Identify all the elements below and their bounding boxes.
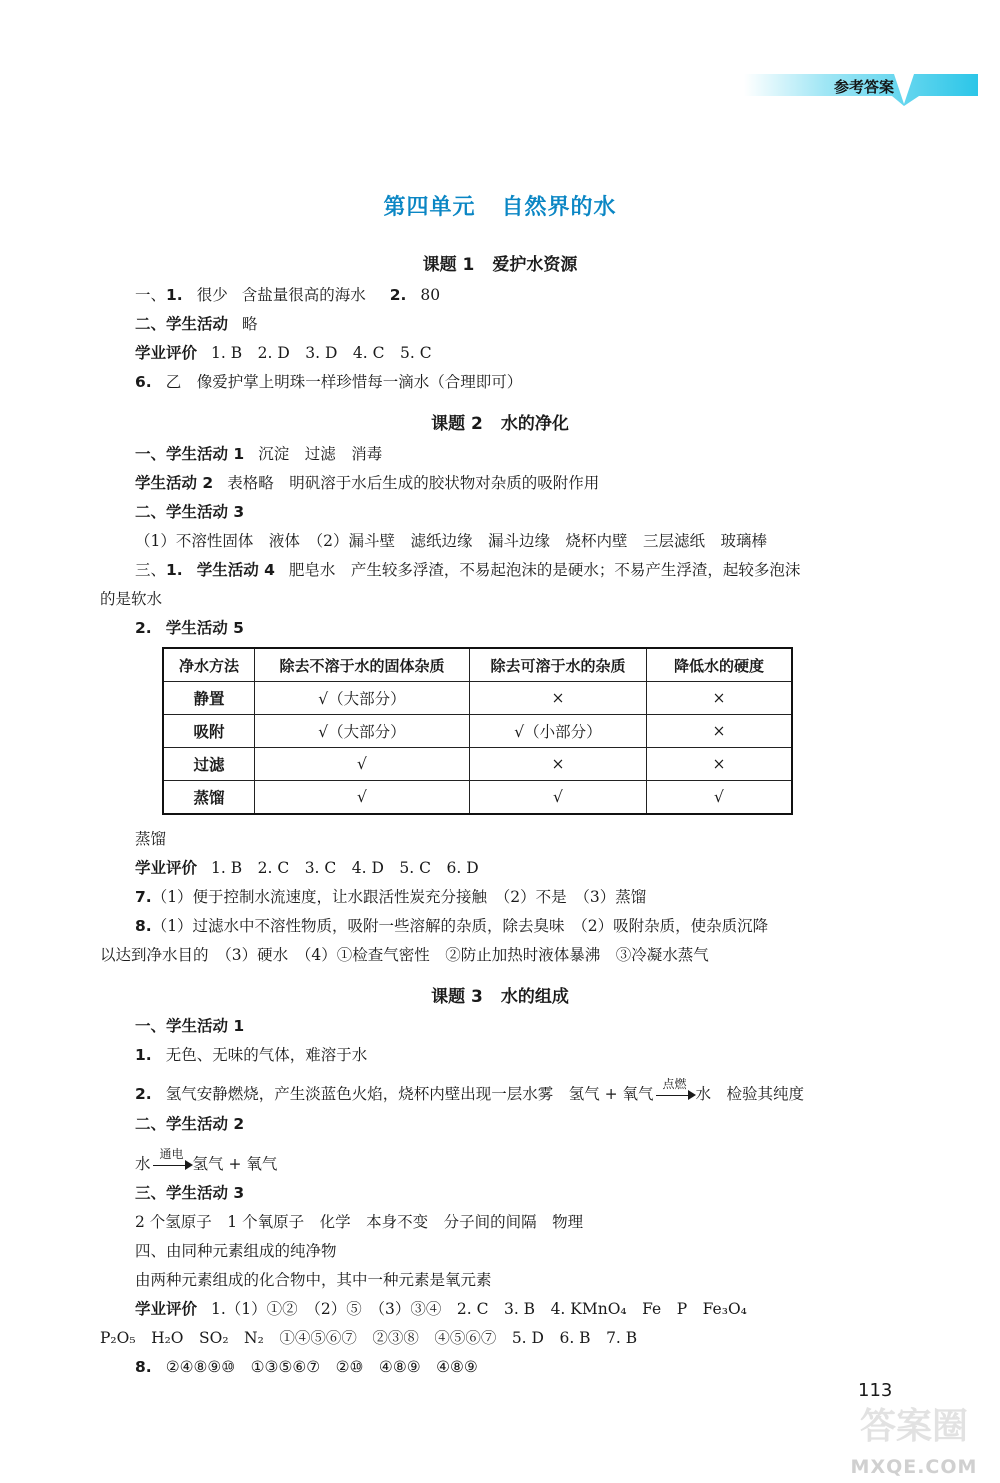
table-row xyxy=(163,682,792,715)
answer-line xyxy=(135,285,440,305)
answer-text: 2 个氢原子 1 个氧原子 化学 本身不变 分子间的间隔 物理 xyxy=(135,1213,584,1231)
assessment-label: 学业评价 xyxy=(135,1300,198,1318)
answer-line xyxy=(100,1328,637,1348)
answer-text: 表格略 明矾溶于水后生成的胶状物对杂质的吸附作用 xyxy=(227,474,600,492)
answer-line xyxy=(135,444,382,464)
answer-line xyxy=(135,531,767,551)
reaction-arrow xyxy=(151,1147,193,1174)
table-header: 除去不溶于水的固体杂质 xyxy=(255,648,470,682)
answer-text: 的是软水 xyxy=(100,590,163,608)
answer-text: 1. B 2. C 3. C 4. D 5. C 6. D xyxy=(211,859,479,877)
activity-label: 学生活动 xyxy=(166,315,229,333)
lesson-number: 课题 3 xyxy=(431,987,483,1007)
answer-text: 氢气 + 氧气 xyxy=(192,1155,278,1173)
item-number: 2. xyxy=(135,1085,152,1103)
answer-text: 80 xyxy=(420,286,441,304)
answer-text: 氢气安静燃烧，产生淡蓝色火焰，烧杯内壁出现一层水雾 氢气 + 氧气 xyxy=(165,1085,654,1103)
answer-text: 蒸馏 xyxy=(135,830,167,848)
watermark-logo xyxy=(828,1396,1000,1482)
answer-text: 由两种元素组成的化合物中，其中一种元素是氧元素 xyxy=(135,1271,492,1289)
item-number: 7. xyxy=(135,888,152,906)
answer-line xyxy=(135,372,522,392)
answer-text: 含盐量很高的海水 xyxy=(241,286,366,304)
activity-label: 学生活动 2 xyxy=(166,1115,245,1133)
item-number: 2. xyxy=(135,619,152,637)
lesson-number: 课题 2 xyxy=(431,414,483,434)
unit-title xyxy=(0,190,1000,221)
answer-line xyxy=(135,1016,244,1036)
table-row xyxy=(163,715,792,748)
lesson-1-title xyxy=(0,250,1000,275)
section-tab xyxy=(744,70,978,106)
answer-line xyxy=(135,1147,278,1174)
answer-line xyxy=(135,1077,805,1104)
section-prefix: 三、 xyxy=(135,1184,167,1202)
section-prefix: 一、 xyxy=(135,286,167,304)
table-header: 降低水的硬度 xyxy=(647,648,793,682)
activity-label: 学生活动 3 xyxy=(166,503,245,521)
table-cell: × xyxy=(647,715,793,748)
activity-label: 学生活动 1 xyxy=(166,445,245,463)
page-number: 113 xyxy=(858,1380,893,1401)
answer-line xyxy=(135,1114,244,1134)
answer-line xyxy=(135,314,258,334)
activity-label: 学生活动 4 xyxy=(196,561,275,579)
assessment-label: 学业评价 xyxy=(135,344,198,362)
lesson-name: 水的组成 xyxy=(500,987,569,1007)
item-number: 1. xyxy=(166,286,183,304)
table-cell: √（大部分） xyxy=(255,715,470,748)
lesson-name: 爱护水资源 xyxy=(492,255,578,275)
answer-text: 水 检验其纯度 xyxy=(695,1085,805,1103)
answer-line xyxy=(135,1241,337,1261)
activity-label: 学生活动 1 xyxy=(166,1017,245,1035)
reaction-arrow xyxy=(654,1077,696,1104)
table-cell: √（大部分） xyxy=(255,682,470,715)
table-cell: 吸附 xyxy=(163,715,255,748)
table-cell: √（小部分） xyxy=(470,715,647,748)
item-number: 1. xyxy=(166,561,183,579)
activity-label: 学生活动 2 xyxy=(135,474,214,492)
watermark-big-text: 答案圈 xyxy=(859,1406,968,1447)
reaction-condition: 通电 xyxy=(159,1147,184,1161)
answer-line xyxy=(135,560,800,580)
table-header-row xyxy=(163,648,792,682)
table-cell: 静置 xyxy=(163,682,255,715)
answer-line xyxy=(135,1045,367,1065)
item-number: 8. xyxy=(135,917,152,935)
answer-line xyxy=(135,502,244,522)
table-cell: × xyxy=(647,748,793,781)
watermark-site-text: MXQE.COM xyxy=(850,1456,978,1478)
reaction-condition: 点燃 xyxy=(662,1077,687,1091)
answer-text: （1）不溶性固体 液体 （2）漏斗壁 滤纸边缘 漏斗边缘 烧杯内壁 三层滤纸 玻璃棒 xyxy=(135,532,767,550)
answer-text: （1）过滤水中不溶性物质，吸附一些溶解的杂质，除去臭味 （2）吸附杂质，使杂质沉降 xyxy=(151,917,769,935)
answer-line xyxy=(135,343,432,363)
item-number: 8. xyxy=(135,1358,152,1376)
unit-number: 第四单元 xyxy=(383,195,476,220)
answer-line xyxy=(135,1357,478,1377)
answer-line xyxy=(135,1299,747,1319)
item-number: 2. xyxy=(389,286,407,304)
table-cell: √ xyxy=(255,781,470,815)
water-purification-table xyxy=(162,647,793,815)
section-prefix: 一、 xyxy=(135,1017,167,1035)
section-prefix: 一、 xyxy=(135,445,167,463)
answer-text: 水 xyxy=(135,1155,151,1173)
table-cell: 蒸馏 xyxy=(163,781,255,815)
section-prefix: 二、 xyxy=(135,503,167,521)
lesson-3-title xyxy=(0,982,1000,1007)
answer-line xyxy=(135,829,166,849)
tab-label: 参考答案 xyxy=(833,78,894,96)
activity-label: 学生活动 3 xyxy=(166,1184,245,1202)
answer-text: 乙 像爱护掌上明珠一样珍惜每一滴水（合理即可） xyxy=(165,373,523,391)
answer-text: 肥皂水 产生较多浮渣，不易起泡沫的是硬水；不易产生浮渣，起较多泡沫 xyxy=(288,561,801,579)
lesson-name: 水的净化 xyxy=(500,414,569,434)
answer-line xyxy=(135,1270,492,1290)
answer-line xyxy=(100,945,709,965)
answer-line xyxy=(135,1212,583,1232)
answer-text: 以达到净水目的 （3）硬水 （4）①检查气密性 ②防止加热时液体暴沸 ③冷凝水蒸气 xyxy=(100,946,709,964)
section-prefix: 二、 xyxy=(135,315,167,333)
table-cell: √ xyxy=(470,781,647,815)
answer-line xyxy=(135,887,646,907)
answer-text: 1.（1）①② （2）⑤ （3）③④ 2. C 3. B 4. KMnO₄ Fe P Fe₃O₄ xyxy=(211,1300,747,1318)
item-number: 6. xyxy=(135,373,152,391)
answer-text: （1）便于控制水流速度，让水跟活性炭充分接触 （2）不是 （3）蒸馏 xyxy=(151,888,647,906)
answer-line xyxy=(135,916,768,936)
assessment-label: 学业评价 xyxy=(135,859,198,877)
answer-text: 四、由同种元素组成的纯净物 xyxy=(135,1242,337,1260)
answer-line xyxy=(135,858,479,878)
answer-text: ②④⑧⑨⑩ ①③⑤⑥⑦ ②⑩ ④⑧⑨ ④⑧⑨ xyxy=(165,1358,478,1376)
lesson-number: 课题 1 xyxy=(422,255,475,275)
unit-name: 自然界的水 xyxy=(501,195,617,220)
table-header: 净水方法 xyxy=(163,648,255,682)
table-row xyxy=(163,781,792,815)
table-cell: 过滤 xyxy=(163,748,255,781)
answer-line xyxy=(135,1183,244,1203)
answer-line xyxy=(135,473,599,493)
answer-text: 无色、无味的气体，难溶于水 xyxy=(165,1046,368,1064)
answer-text: 1. B 2. D 3. D 4. C 5. C xyxy=(211,344,432,362)
activity-label: 学生活动 5 xyxy=(165,619,244,637)
table-row xyxy=(163,748,792,781)
table-header: 除去可溶于水的杂质 xyxy=(470,648,647,682)
answer-text: 很少 xyxy=(196,286,228,304)
answer-line xyxy=(100,589,162,609)
answer-line xyxy=(135,618,244,638)
table-cell: √ xyxy=(255,748,470,781)
answer-text: 略 xyxy=(242,315,258,333)
lesson-2-title xyxy=(0,409,1000,434)
table-cell: × xyxy=(470,682,647,715)
item-number: 1. xyxy=(135,1046,152,1064)
section-prefix: 三、 xyxy=(135,561,167,579)
table-cell: × xyxy=(470,748,647,781)
table-cell: √ xyxy=(647,781,793,815)
table-cell: × xyxy=(647,682,793,715)
answer-text: P₂O₅ H₂O SO₂ N₂ ①④⑤⑥⑦ ②③⑧ ④⑤⑥⑦ 5. D 6. B 7. B xyxy=(100,1329,638,1347)
section-prefix: 二、 xyxy=(135,1115,167,1133)
answer-text: 沉淀 过滤 消毒 xyxy=(258,445,383,463)
